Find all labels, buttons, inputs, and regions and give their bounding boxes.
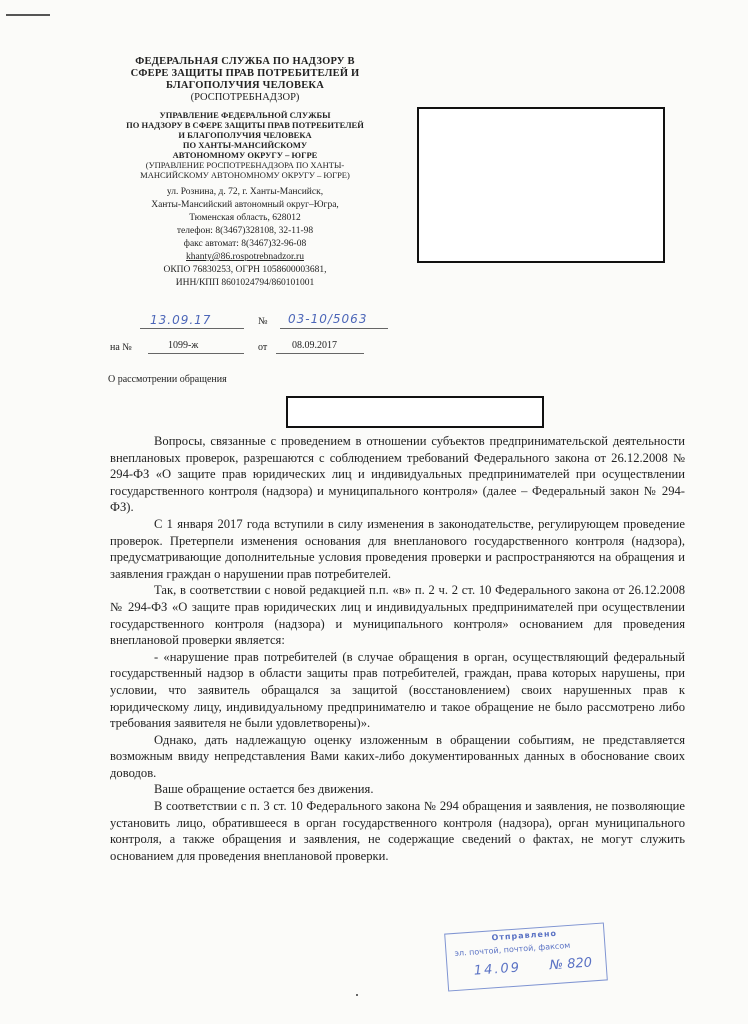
reference-date-line <box>276 353 364 354</box>
office-short-line: МАНСИЙСКОМУ АВТОНОМНОМУ ОКРУГУ – ЮГРЕ) <box>140 170 350 180</box>
office-name-line: УПРАВЛЕНИЕ ФЕДЕРАЛЬНОЙ СЛУЖБЫ <box>159 110 331 120</box>
address-line: Тюменская область, 628012 <box>189 213 301 223</box>
office-name-line: ПО ХАНТЫ-МАНСИЙСКОМУ <box>182 140 308 150</box>
office-short-line: (УПРАВЛЕНИЕ РОСПОТРЕБНАДЗОРА ПО ХАНТЫ- <box>145 160 345 170</box>
reference-number: 1099-ж <box>168 340 199 351</box>
reference-number-line <box>148 353 244 354</box>
reference-date: 08.09.2017 <box>292 340 337 351</box>
address-line: ул. Рознина, д. 72, г. Ханты-Мансийск, <box>166 187 324 197</box>
reference-label: на № <box>110 342 132 353</box>
address-line: Ханты-Мансийский автономный округ–Югра, <box>151 200 339 210</box>
reference-date-label: от <box>258 342 268 353</box>
body-paragraph: Вопросы, связанные с проведением в отношении субъектов предпринимательской деятельности внеплановых проверок, разрешаются с соблюдением требований Федерального закона от 26.12.2008 № 294-ФЗ «О защите прав юридических лиц и индивидуальных предпринимателей при осуществлении государственного контроля (надзора) и муниципального контроля» (далее – Федеральный закон № 294-ФЗ). <box>110 434 685 515</box>
body-paragraph: Ваше обращение остается без движения. <box>154 782 374 797</box>
agency-name-line: БЛАГОПОЛУЧИЯ ЧЕЛОВЕКА <box>165 80 325 91</box>
body-paragraph-quote: - «нарушение прав потребителей (в случае обращения в орган, осуществляющий федеральный государственный надзор в области защиты прав потребителей, граждан, права которых нарушены, при условии, что заявитель обращался за защитой (восстановлением) своих нарушенных прав к юридическому лицу, индивидуальному предпринимателю и такое обращение не было рассмотрено либо требования заявителя не были удовлетворены)». <box>110 649 685 731</box>
office-name-line: АВТОНОМНОМУ ОКРУГУ – ЮГРЕ <box>172 150 318 160</box>
phone-line: телефон: 8(3467)328108, 32-11-98 <box>176 226 314 236</box>
scan-mark <box>6 14 50 16</box>
agency-name-line: СФЕРЕ ЗАЩИТЫ ПРАВ ПОТРЕБИТЕЛЕЙ И <box>130 68 360 79</box>
body-paragraph: Однако, дать надлежащую оценку изложенным в обращении событиям, не представляется возможным ввиду непредставления Вами каких-либо документированных данных в обоснование своих доводов. <box>110 732 685 780</box>
scan-speck <box>356 994 358 996</box>
office-name-line: И БЛАГОПОЛУЧИЯ ЧЕЛОВЕКА <box>178 130 312 140</box>
codes-line: ОКПО 76830253, ОГРН 1058600003681, <box>163 265 327 275</box>
stamp-title: Отправлено <box>491 928 558 943</box>
body-paragraph: С 1 января 2017 года вступили в силу изменения в законодательстве, регулирующем проведение проверок. Претерпели изменения основания для внепланового государственного контроля (надзора), предусматривающие дополнительные условия проведения проверки и распространяются на обращения и заявления граждан о нарушении прав потребителей. <box>110 516 685 581</box>
outgoing-date-line <box>140 328 244 329</box>
office-short-name <box>100 160 390 180</box>
letter-body <box>110 433 685 864</box>
codes-line: ИНН/КПП 8601024794/860101001 <box>175 278 315 288</box>
subject-line: О рассмотрении обращения <box>108 374 227 385</box>
agency-short-name: (РОСПОТРЕБНАДЗОР) <box>190 92 300 103</box>
dispatch-stamp <box>444 922 608 991</box>
letterhead <box>100 56 390 290</box>
body-paragraph: Так, в соответствии с новой редакцией п.п. «в» п. 2 ч. 2 ст. 10 Федерального закона от 26.12.2008 № 294-ФЗ «О защите прав юридических лиц и индивидуальных предпринимателей при осуществлении государственного контроля (надзора) и муниципального контроля» основанием для проведения внеплановой проверки является: <box>110 583 685 648</box>
stamp-number: № 820 <box>549 955 593 974</box>
stamp-method-line: эл. почтой, почтой, факсом <box>454 940 571 958</box>
addressee-redaction <box>286 396 544 428</box>
recipient-redaction <box>417 107 665 263</box>
outgoing-date: 13.09.17 <box>150 313 212 327</box>
number-sign: № <box>258 316 268 327</box>
office-name-line: ПО НАДЗОРУ В СФЕРЕ ЗАЩИТЫ ПРАВ ПОТРЕБИТЕЛЕЙ <box>126 120 364 130</box>
outgoing-number-line <box>280 328 388 329</box>
outgoing-number: 03-10/5063 <box>288 312 368 326</box>
stamp-date: 14.09 <box>473 960 522 979</box>
fax-line: факс автомат: 8(3467)32-96-08 <box>183 239 307 249</box>
agency-name-line: ФЕДЕРАЛЬНАЯ СЛУЖБА ПО НАДЗОРУ В <box>135 56 355 67</box>
body-paragraph: В соответствии с п. 3 ст. 10 Федерального закона № 294 обращения и заявления, не позволяющие установить лицо, обратившееся в орган государственного контроля (надзора), орган муниципального контроля, а также обращения и заявления, не содержащие сведений о фактах, не могут служить основанием для проведения внеплановой проверки. <box>110 799 685 863</box>
email-link[interactable]: khanty@86.rospotrebnadzor.ru <box>186 252 304 262</box>
